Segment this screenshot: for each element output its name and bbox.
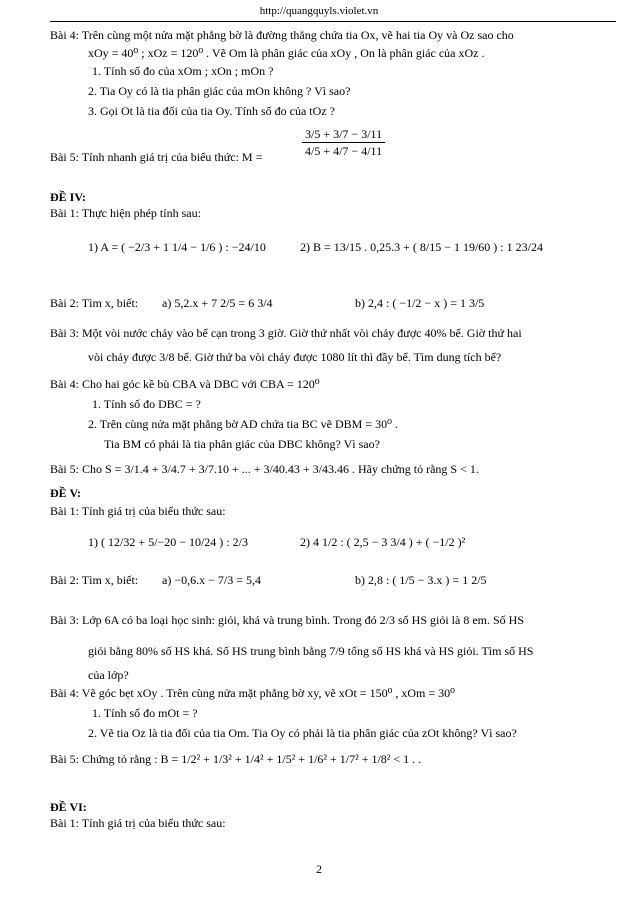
b5-label: Bài 5: Tính nhanh giá trị của biểu thức: M = [50, 150, 263, 164]
de4-b1-expr1: 1) A = ( −2/3 + 1 1/4 − 1/6 ) : −24/10 [88, 240, 266, 254]
b5-numerator: 3/5 + 3/7 − 3/11 [302, 126, 385, 143]
de4-b5: Bài 5: Cho S = 3/1.4 + 3/4.7 + 3/7.10 + ... + 3/40.43 + 3/43.46 . Hãy chứng tỏ rằng S < 1. [50, 462, 479, 476]
de5-b3-line1: Bài 3: Lớp 6A có ba loại học sinh: giỏi, khá và trung bình. Trong đó 2/3 số HS giỏi là 8 em. Số HS [50, 613, 525, 627]
b4-line1: Bài 4: Trên cùng một nửa mặt phẳng bờ là đường thẳng chứa tia Ox, vẽ hai tia Oy và Oz sao cho [50, 28, 514, 42]
de4-b4-line1: Bài 4: Cho hai góc kề bù CBA và DBC với CBA = 120⁰ [50, 377, 320, 391]
de4-b4-q1: 1. Tính số đo DBC = ? [92, 397, 201, 411]
de5-b1: Bài 1: Tính giá trị của biểu thức sau: [50, 504, 226, 518]
de5-b3-line3: của lớp? [88, 668, 129, 682]
de5-title: ĐỀ V: [50, 486, 82, 500]
header-url: http://quangquyls.violet.vn [259, 5, 379, 17]
de4-b1: Bài 1: Thực hiện phép tính sau: [50, 206, 201, 220]
de4-title: ĐỀ IV: [50, 190, 86, 204]
de4-b4-q2: 2. Trên cùng nửa mặt phẳng bờ AD chứa tia BC vẽ DBM = 30⁰ . [88, 417, 398, 431]
de4-b2-a: a) 5,2.x + 7 2/5 = 6 3/4 [162, 296, 273, 310]
de5-b2: Bài 2: Tìm x, biết: [50, 573, 139, 587]
de5-b4-line1: Bài 4: Vẽ góc bẹt xOy . Trên cùng nửa mặt phẳng bờ xy, vẽ xOt = 150⁰ , xOm = 30⁰ [50, 686, 455, 700]
b5-fraction [300, 126, 387, 159]
de4-b3-line1: Bài 3: Một vòi nước chảy vào bể cạn trong 3 giờ. Giờ thứ nhất vòi chảy được 40% bể. Giờ thứ hai [50, 326, 522, 340]
de5-b2-a: a) −0,6.x − 7/3 = 5,4 [162, 573, 261, 587]
b5-denominator: 4/5 + 4/7 − 4/11 [305, 144, 383, 158]
de4-b2-b: b) 2,4 : ( −1/2 − x ) = 1 3/5 [355, 296, 485, 310]
de4-b1-expr2: 2) B = 13/15 . 0,25.3 + ( 8/15 − 1 19/60 ) : 1 23/24 [300, 240, 543, 254]
de5-b1-expr2: 2) 4 1/2 : ( 2,5 − 3 3/4 ) + ( −1/2 )² [300, 535, 466, 549]
de4-b2: Bài 2: Tìm x, biết: [50, 296, 139, 310]
de5-b1-expr1: 1) ( 12/32 + 5/−20 − 10/24 ) : 2/3 [88, 535, 248, 549]
de5-b2-b: b) 2,8 : ( 1/5 − 3.x ) = 1 2/5 [355, 573, 487, 587]
de5-b4-q2: 2. Vẽ tia Oz là tia đối của tia Om. Tia Oy có phải là tia phân giác của zOt không? Vì sao? [88, 726, 517, 740]
header-rule [50, 21, 616, 22]
page-number: 2 [316, 862, 322, 876]
de5-b3-line2: giỏi bằng 80% số HS khá. Số HS trung bình bằng 7/9 tổng số HS khá và HS giỏi. Tìm số HS [88, 644, 534, 658]
b4-question2: 2. Tia Oy có là tia phân giác của mOn không ? Vì sao? [88, 84, 351, 98]
b4-question3: 3. Gọi Ot là tia đối của tia Oy. Tính số đo của tOz ? [88, 104, 335, 118]
de6-b1: Bài 1: Tính giá trị của biểu thức sau: [50, 816, 226, 830]
de4-b3-line2: vòi chảy được 3/8 bể. Giờ thứ ba vòi chảy được 1080 lít thì đầy bể. Tìm dung tích bể? [88, 350, 502, 364]
de4-b4-q3: Tia BM có phải là tia phân giác của DBC không? Vì sao? [104, 437, 380, 451]
de6-title: ĐỀ VI: [50, 800, 87, 814]
de5-b5: Bài 5: Chứng tỏ rằng : B = 1/2² + 1/3² + 1/4² + 1/5² + 1/6² + 1/7² + 1/8² < 1 . . [50, 752, 422, 766]
de5-b4-q1: 1. Tính số đo mOt = ? [92, 706, 198, 720]
b4-line2: xOy = 40⁰ ; xOz = 120⁰ . Vẽ Om là phân giác của xOy , On là phân giác của xOz . [88, 46, 485, 60]
b4-question1: 1. Tính số đo của xOm ; xOn ; mOn ? [92, 64, 274, 78]
